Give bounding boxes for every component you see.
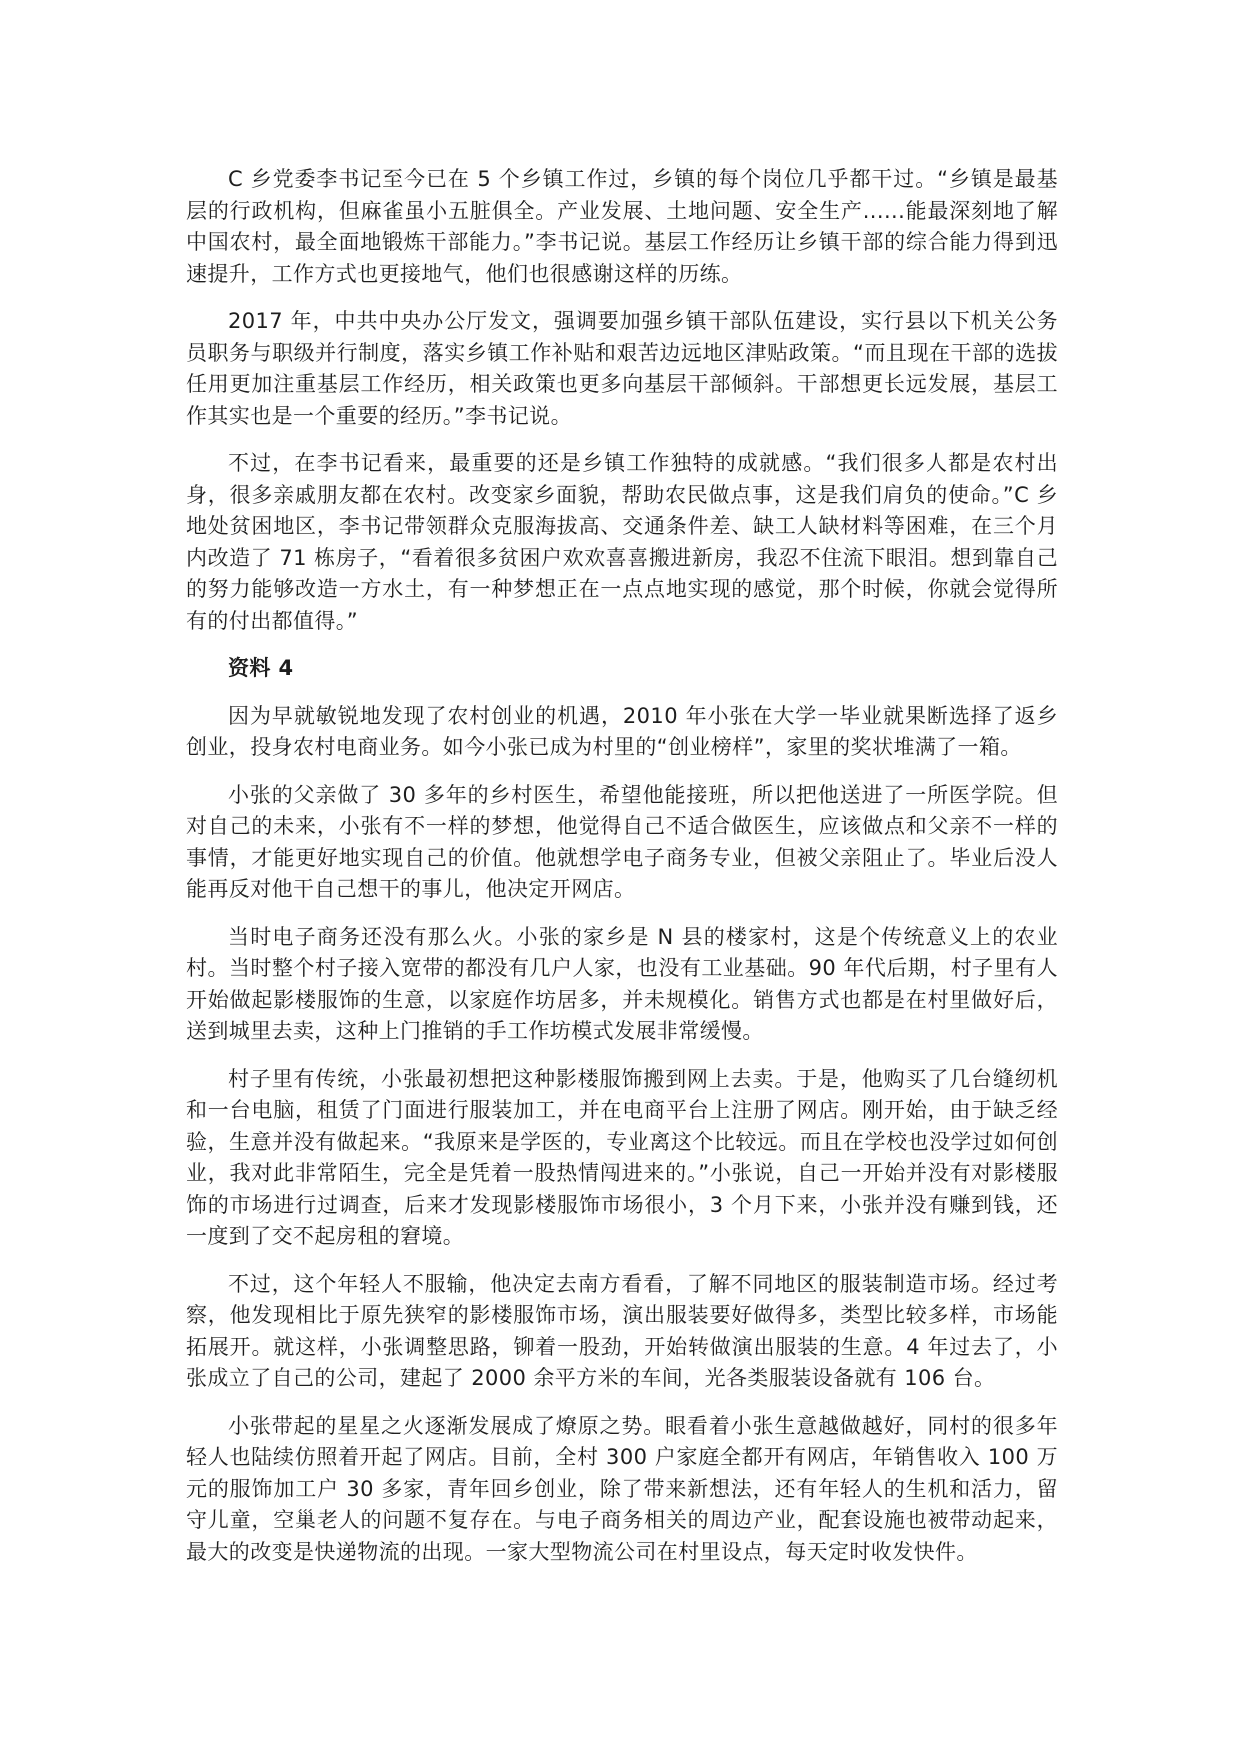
paragraph: 不过，这个年轻人不服输，他决定去南方看看，了解不同地区的服装制造市场。经过考察，他发现相比于原先狭窄的影楼服饰市场，演出服装要好做得多，类型比较多样，市场能拓展开。就这样，小张调整思路，铆着一股劲，开始转做演出服装的生意。4 年过去了，小张成立了自己的公司，建起了 2000 余平方米的车间，光各类服装设备就有 106 台。 xyxy=(186,1271,1058,1390)
paragraph: C 乡党委李书记至今已在 5 个乡镇工作过，乡镇的每个岗位几乎都干过。“乡镇是最基层的行政机构，但麻雀虽小五脏俱全。产业发展、土地问题、安全生产......能最深刻地了解中国农村，最全面地锻炼干部能力。”李书记说。基层工作经历让乡镇干部的综合能力得到迅速提升，工作方式也更接地气，他们也很感谢这样的历练。 xyxy=(186,167,1058,286)
paragraph: 2017 年，中共中央办公厅发文，强调要加强乡镇干部队伍建设，实行县以下机关公务员职务与职级并行制度，落实乡镇工作补贴和艰苦边远地区津贴政策。“而且现在干部的选拔任用更加注重基层工作经历，相关政策也更多向基层干部倾斜。干部想更长远发展，基层工作其实也是一个重要的经历。”李书记说。 xyxy=(186,309,1058,428)
paragraph: 小张的父亲做了 30 多年的乡村医生，希望他能接班，所以把他送进了一所医学院。但对自己的未来，小张有不一样的梦想，他觉得自己不适合做医生，应该做点和父亲不一样的事情，才能更好地实现自己的价值。他就想学电子商务专业，但被父亲阻止了。毕业后没人能再反对他干自己想干的事儿，他决定开网店。 xyxy=(186,782,1058,901)
section-heading: 资料 4 xyxy=(228,656,294,680)
document-page xyxy=(186,164,1058,1584)
paragraph: 不过，在李书记看来，最重要的还是乡镇工作独特的成就感。“我们很多人都是农村出身，很多亲戚朋友都在农村。改变家乡面貌，帮助农民做点事，这是我们肩负的使命。”C 乡地处贫困地区，李书记带领群众克服海拔高、交通条件差、缺工人缺材料等困难，在三个月内改造了 71 栋房子，“看着很多贫困户欢欢喜喜搬进新房，我忍不住流下眼泪。想到靠自己的努力能够改造一方水土，有一种梦想正在一点点地实现的感觉，那个时候，你就会觉得所有的付出都值得。” xyxy=(186,451,1058,633)
paragraph: 当时电子商务还没有那么火。小张的家乡是 N 县的楼家村，这是个传统意义上的农业村。当时整个村子接入宽带的都没有几户人家，也没有工业基础。90 年代后期，村子里有人开始做起影楼服饰的生意，以家庭作坊居多，并未规模化。销售方式也都是在村里做好后，送到城里去卖，这种上门推销的手工作坊模式发展非常缓慢。 xyxy=(186,924,1058,1043)
paragraph: 村子里有传统，小张最初想把这种影楼服饰搬到网上去卖。于是，他购买了几台缝纫机和一台电脑，租赁了门面进行服装加工，并在电商平台上注册了网店。刚开始，由于缺乏经验，生意并没有做起来。“我原来是学医的，专业离这个比较远。而且在学校也没学过如何创业，我对此非常陌生，完全是凭着一股热情闯进来的。”小张说，自己一开始并没有对影楼服饰的市场进行过调查，后来才发现影楼服饰市场很小，3 个月下来，小张并没有赚到钱，还一度到了交不起房租的窘境。 xyxy=(186,1066,1058,1248)
paragraph: 因为早就敏锐地发现了农村创业的机遇，2010 年小张在大学一毕业就果断选择了返乡创业，投身农村电商业务。如今小张已成为村里的“创业榜样”，家里的奖状堆满了一箱。 xyxy=(186,703,1058,759)
paragraph: 小张带起的星星之火逐渐发展成了燎原之势。眼看着小张生意越做越好，同村的很多年轻人也陆续仿照着开起了网店。目前，全村 300 户家庭全都开有网店，年销售收入 100 万元的服饰加工户 30 多家，青年回乡创业，除了带来新想法，还有年轻人的生机和活力，留守儿童，空巢老人的问题不复存在。与电子商务相关的周边产业，配套设施也被带动起来，最大的改变是快递物流的出现。一家大型物流公司在村里设点，每天定时收发快件。 xyxy=(186,1413,1058,1564)
